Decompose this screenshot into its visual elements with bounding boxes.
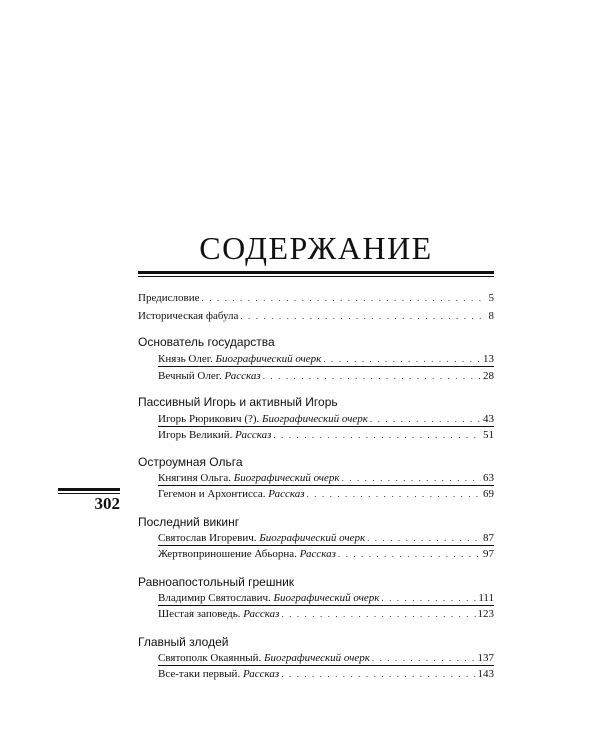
entry-kind: Биографический очерк <box>264 652 370 664</box>
toc-front-entry[interactable] <box>138 292 494 304</box>
entry-underline <box>158 366 494 367</box>
entry-kind: Рассказ <box>242 668 280 680</box>
entry-page: 69 <box>483 488 494 500</box>
entry-page: 123 <box>477 608 494 620</box>
entry-page: 111 <box>478 592 494 604</box>
entry-underline <box>158 545 494 546</box>
leader-dots <box>281 609 475 619</box>
leader-dots <box>307 489 481 499</box>
toc-entry[interactable] <box>158 472 494 484</box>
entry-title: Князь Олег. <box>158 353 213 365</box>
entry-title: Владимир Святославич. <box>158 592 271 604</box>
entry-title: Историческая фабула <box>138 310 239 322</box>
toc-entry[interactable] <box>158 488 494 500</box>
entry-title: Святополк Окаянный. <box>158 652 262 664</box>
part-heading: Пассивный Игорь и активный Игорь <box>138 395 338 409</box>
part-heading: Последний викинг <box>138 515 240 529</box>
entry-kind: Рассказ <box>268 488 305 500</box>
toc-entry[interactable] <box>158 668 494 680</box>
entry-page: 97 <box>483 548 494 560</box>
part-heading: Главный злодей <box>138 635 229 649</box>
entry-title: Гегемон и Архонтисса. <box>158 488 266 500</box>
entry-kind: Рассказ <box>224 370 261 382</box>
toc-entry[interactable] <box>158 413 494 425</box>
toc-entry[interactable] <box>158 608 494 620</box>
page-number: 302 <box>94 494 120 513</box>
entry-page: 8 <box>488 310 494 322</box>
entry-kind: Биографический очерк <box>259 532 366 544</box>
entry-page: 63 <box>483 472 494 484</box>
toc-entry[interactable] <box>158 592 494 604</box>
toc-entry[interactable] <box>158 532 494 544</box>
leader-dots <box>240 311 486 321</box>
leader-dots <box>342 473 481 483</box>
part-heading: Остроумная Ольга <box>138 455 243 469</box>
entry-title: Все-таки первый. <box>158 668 241 680</box>
entry-title: Игорь Великий. <box>158 429 233 441</box>
toc-entry[interactable] <box>158 353 494 365</box>
leader-dots <box>263 371 481 381</box>
page-title: СОДЕРЖАНИЕ <box>199 230 433 266</box>
leader-dots <box>323 354 481 364</box>
entry-kind: Биографический очерк <box>262 413 368 425</box>
page-number-rule-thick <box>58 488 120 491</box>
leader-dots <box>370 414 481 424</box>
toc-entry[interactable] <box>158 429 494 441</box>
leader-dots <box>381 593 476 603</box>
title-rule-thick <box>138 271 494 274</box>
entry-underline <box>158 605 494 606</box>
entry-title: Вечный Олег. <box>158 370 222 382</box>
entry-title: Игорь Рюрикович (?). <box>158 413 260 425</box>
entry-title: Предисловие <box>138 292 200 304</box>
leader-dots <box>338 549 481 559</box>
toc-entry[interactable] <box>158 652 494 664</box>
leader-dots <box>281 669 475 679</box>
entry-title: Княгиня Ольга. <box>158 472 231 484</box>
entry-title: Жертвоприношение Абьорна. <box>158 548 297 560</box>
leader-dots <box>372 653 476 663</box>
entry-underline <box>158 485 494 486</box>
entry-page: 87 <box>483 532 494 544</box>
toc-entry[interactable] <box>158 548 494 560</box>
entry-page: 5 <box>488 292 494 304</box>
entry-page: 143 <box>477 668 494 680</box>
entry-page: 137 <box>477 652 494 664</box>
part-heading: Основатель государства <box>138 335 275 349</box>
entry-kind: Биографический очерк <box>215 353 322 365</box>
entry-underline <box>158 665 494 666</box>
leader-dots <box>273 430 481 440</box>
entry-page: 51 <box>483 429 494 441</box>
toc-entry[interactable] <box>158 370 494 382</box>
entry-title: Святослав Игоревич. <box>158 532 257 544</box>
entry-page: 43 <box>483 413 494 425</box>
leader-dots <box>367 533 481 543</box>
part-heading: Равноапостольный грешник <box>138 575 295 589</box>
entry-kind: Биографический очерк <box>233 472 340 484</box>
entry-page: 28 <box>483 370 494 382</box>
entry-title: Шестая заповедь. <box>158 608 241 620</box>
entry-kind: Рассказ <box>243 608 280 620</box>
entry-kind: Биографический очерк <box>273 592 380 604</box>
entry-kind: Рассказ <box>235 429 272 441</box>
page-number-block <box>58 488 120 512</box>
title-rule-thin <box>138 276 494 277</box>
toc-front-entry[interactable] <box>138 310 494 322</box>
entry-underline <box>158 426 494 427</box>
entry-page: 13 <box>483 353 494 365</box>
leader-dots <box>202 293 487 303</box>
entry-kind: Рассказ <box>299 548 336 560</box>
